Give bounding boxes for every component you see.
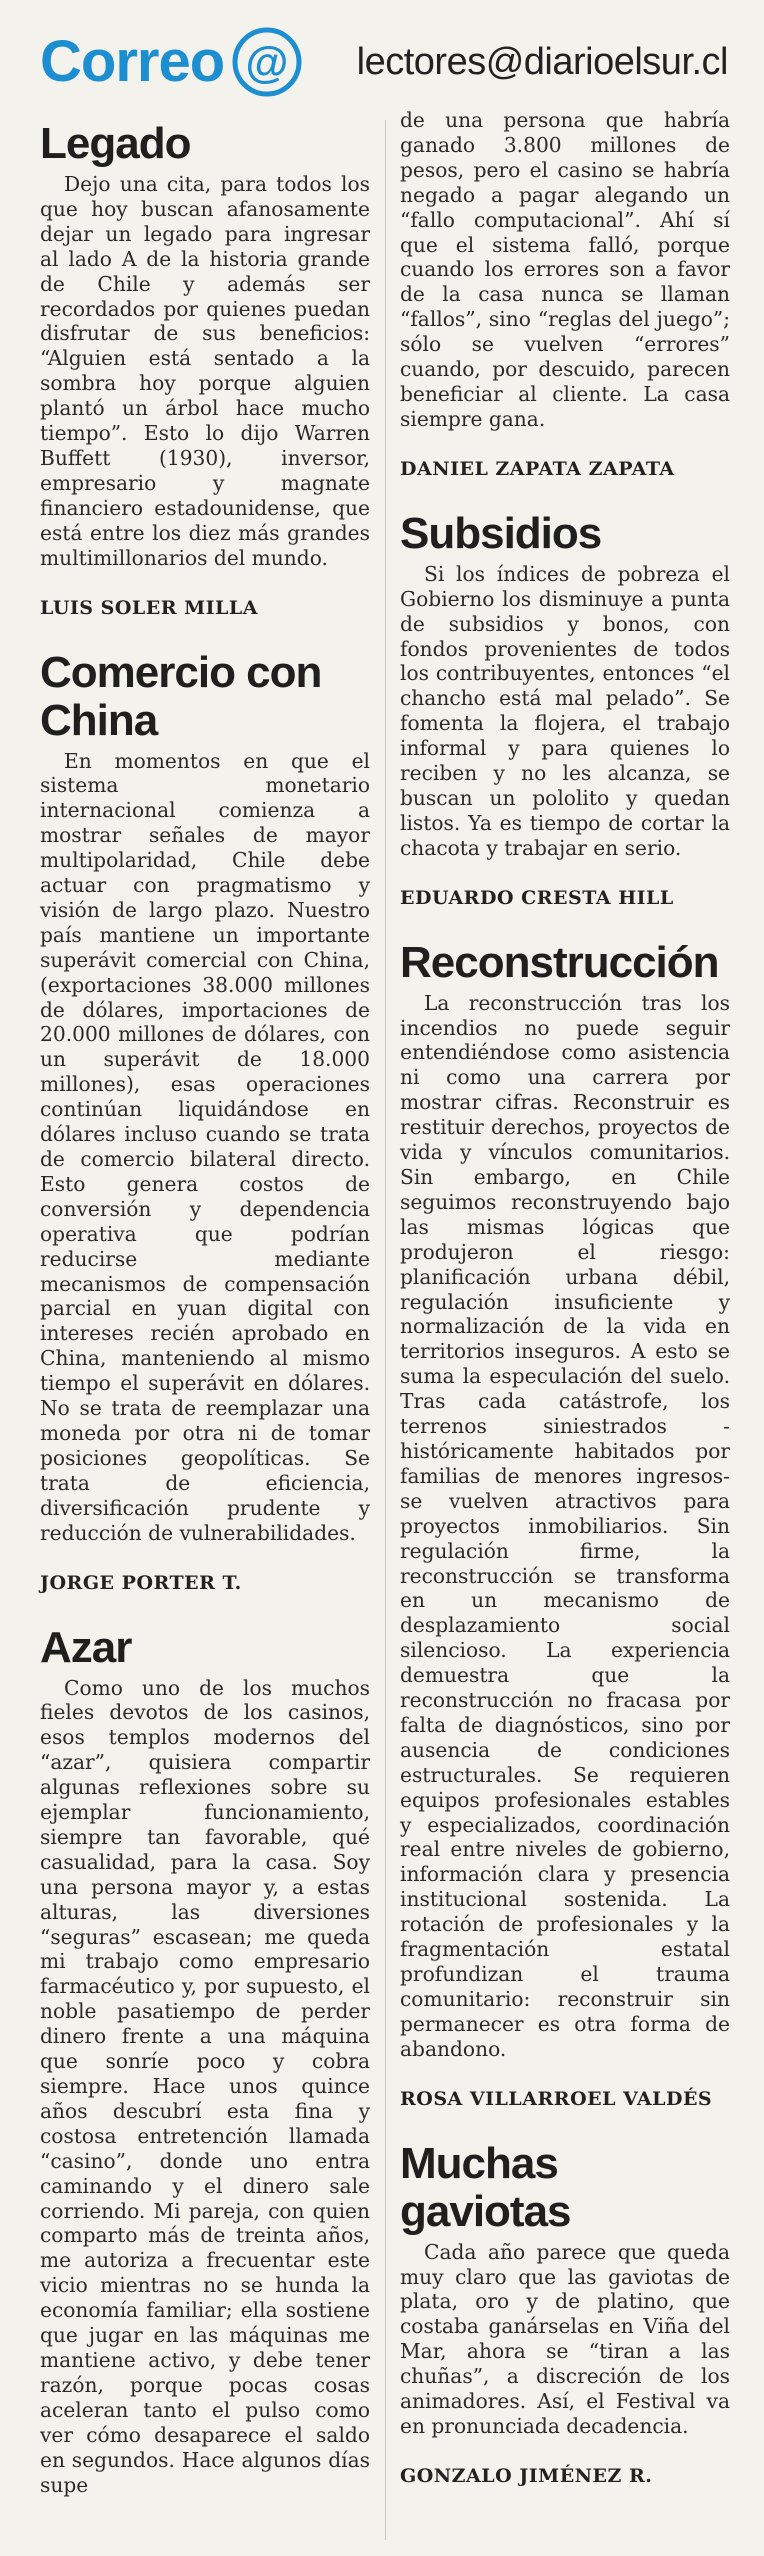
letter-body-continuation: de una persona que habría ganado 3.800 millones de pesos, pero el casino se habría negado a pagar alegando un “fallo computacional”. Ahí sí que el sistema falló, porque cuando los errores son a favor de la casa nunca se llaman “fallos”, sino “reglas del juego”; sólo se vuelven “errores” cuando, por descuido, parecen beneficiar al cliente. La casa siempre gana. (400, 108, 730, 431)
letter-body: La reconstrucción tras los incendios no puede seguir entendiéndose como asistencia ni como una carrera por mostrar cifras. Reconstruir es restituir derechos, proyectos de vida y vínculos comunitarios. Sin embargo, en Chile seguimos reconstruyendo bajo las mismas lógicas que produjeron el riesgo: planificación urbana débil, regulación insuficiente y normalización de la vida en territorios inseguros. A esto se suma la especulación del suelo. Tras cada catástrofe, los terrenos siniestrados -históricamente habitados por familias de menores ingresos- se vuelven atractivos para proyectos inmobiliarios. Sin regulación firme, la reconstrucción se transforma en un mecanismo de desplazamiento social silencioso. La experiencia demuestra que la reconstrucción no fracasa por falta de diagnósticos, sino por ausencia de condiciones estructurales. Se requieren equipos profesionales estables y especializados, coordinación real entre niveles de gobierno, información clara y presencia institucional sostenida. La rotación de profesionales y la fragmentación estatal profundizan el trauma comunitario: reconstruir sin permanecer es otra forma de abandono. (400, 990, 730, 2061)
right-column (400, 108, 730, 2517)
letter-author: LUIS SOLER MILLA (40, 596, 259, 619)
letter-muchas-gaviotas (400, 2140, 730, 2487)
letter-author: GONZALO JIMÉNEZ R. (400, 2464, 653, 2487)
letter-body: Como uno de los muchos fieles devotos de los casinos, esos templos modernos del “azar”, quisiera compartir algunas reflexiones sobre su ejemplar funcionamiento, siempre tan favorable, qué casualidad, para la casa. Soy una persona mayor y, a estas alturas, las diversiones “seguras” escasean; me queda mi trabajo como empresario farmacéutico y, por supuesto, el noble pasatiempo de perder dinero frente a una máquina que sonríe poco y cobra siempre. Hace unos quince años descubrí esta fina y costosa entretención llamada “casino”, donde uno entra caminando y el dinero sale corriendo. Mi pareja, con quien comparto más de treinta años, me autoriza a frecuentar este vicio mientras no se hunda la economía familiar; ella sostiene que jugar en las máquinas me mantiene activo, y debe tener razón, porque pocas cosas aceleran tanto el pulso como ver cómo desaparece el saldo en segundos. Hace algunos días supe (40, 1675, 370, 2497)
letter-author: JORGE PORTER T. (40, 1571, 242, 1594)
letter-title: Legado (40, 119, 191, 168)
letter-reconstruccion (400, 939, 730, 2110)
letter-body: En momentos en que el sistema monetario internacional comienza a mostrar señales de mayor multipolaridad, Chile debe actuar con pragmatismo y visión de largo plazo. Nuestro país mantiene un importante superávit comercial con China, (exportaciones 38.000 millones de dólares, importaciones de 20.000 millones de dólares, con un superávit de 18.000 millones), esas operaciones continúan liquidándose en dólares incluso cuando se trata de comercio bilateral directo. Esto genera costos de conversión y dependencia operativa que podrían reducirse mediante mecanismos de compensación parcial en yuan digital con intereses recién aprobado en China, manteniendo al mismo tiempo el superávit en dólares. No se trata de reemplazar una moneda por otra ni de tomar posiciones geopolíticas. Se trata de eficiencia, diversificación prudente y reducción de vulnerabilidades. (40, 748, 370, 1545)
letter-title: Muchas gaviotas (400, 2138, 571, 2236)
letter-subsidios (400, 510, 730, 909)
letter-author: EDUARDO CRESTA HILL (400, 886, 674, 909)
letter-body: Cada año parece que queda muy claro que las gaviotas de plata, oro y de platino, que costaba ganárselas en Viña del Mar, ahora se “tiran a las chuñas”, a discreción de los animadores. Así, el Festival va en pronunciada decadencia. (400, 2239, 730, 2438)
letter-azar (40, 1624, 370, 2498)
at-symbol-icon (232, 27, 302, 97)
section-title: Correo (40, 29, 225, 94)
section-brand (40, 27, 302, 97)
column-divider (385, 120, 386, 2540)
letter-legado (40, 120, 370, 619)
contact-email[interactable]: lectores@diarioelsur.cl (356, 40, 728, 83)
section-header (40, 22, 728, 102)
left-column (40, 120, 370, 2497)
letter-title: Reconstrucción (400, 937, 719, 987)
letter-azar-continued (400, 108, 730, 480)
letter-body: Si los índices de pobreza el Gobierno los disminuye a punta de subsidios y bonos, con fondos provenientes de todos los contribuyentes, entonces “el chancho está mal pelado”. Se fomenta la flojera, el trabajo informal y para quienes lo reciben y no les alcanza, se buscan un pololito y quedan listos. Ya es tiempo de cortar la chacota y trabajar en serio. (400, 561, 730, 860)
letter-author: DANIEL ZAPATA ZAPATA (400, 457, 675, 480)
letter-body: Dejo una cita, para todos los que hoy buscan afanosamente dejar un legado para ingresar al lado A de la historia grande de Chile y además ser recordados por quienes puedan disfrutar de sus beneficios: “Alguien está sentado a la sombra hoy porque alguien plantó un árbol hace mucho tiempo”. Esto lo dijo Warren Buffett (1930), inversor, empresario y magnate financiero estadounidense, que está entre los diez más grandes multimillonarios del mundo. (40, 172, 370, 570)
letter-title: Comercio con China (40, 647, 322, 745)
letter-author: ROSA VILLARROEL VALDÉS (400, 2087, 713, 2110)
letter-title: Subsidios (400, 508, 602, 558)
letter-title: Azar (40, 1622, 132, 1672)
letter-comercio-china (40, 649, 370, 1594)
at-symbol-glyph: @ (245, 38, 289, 87)
